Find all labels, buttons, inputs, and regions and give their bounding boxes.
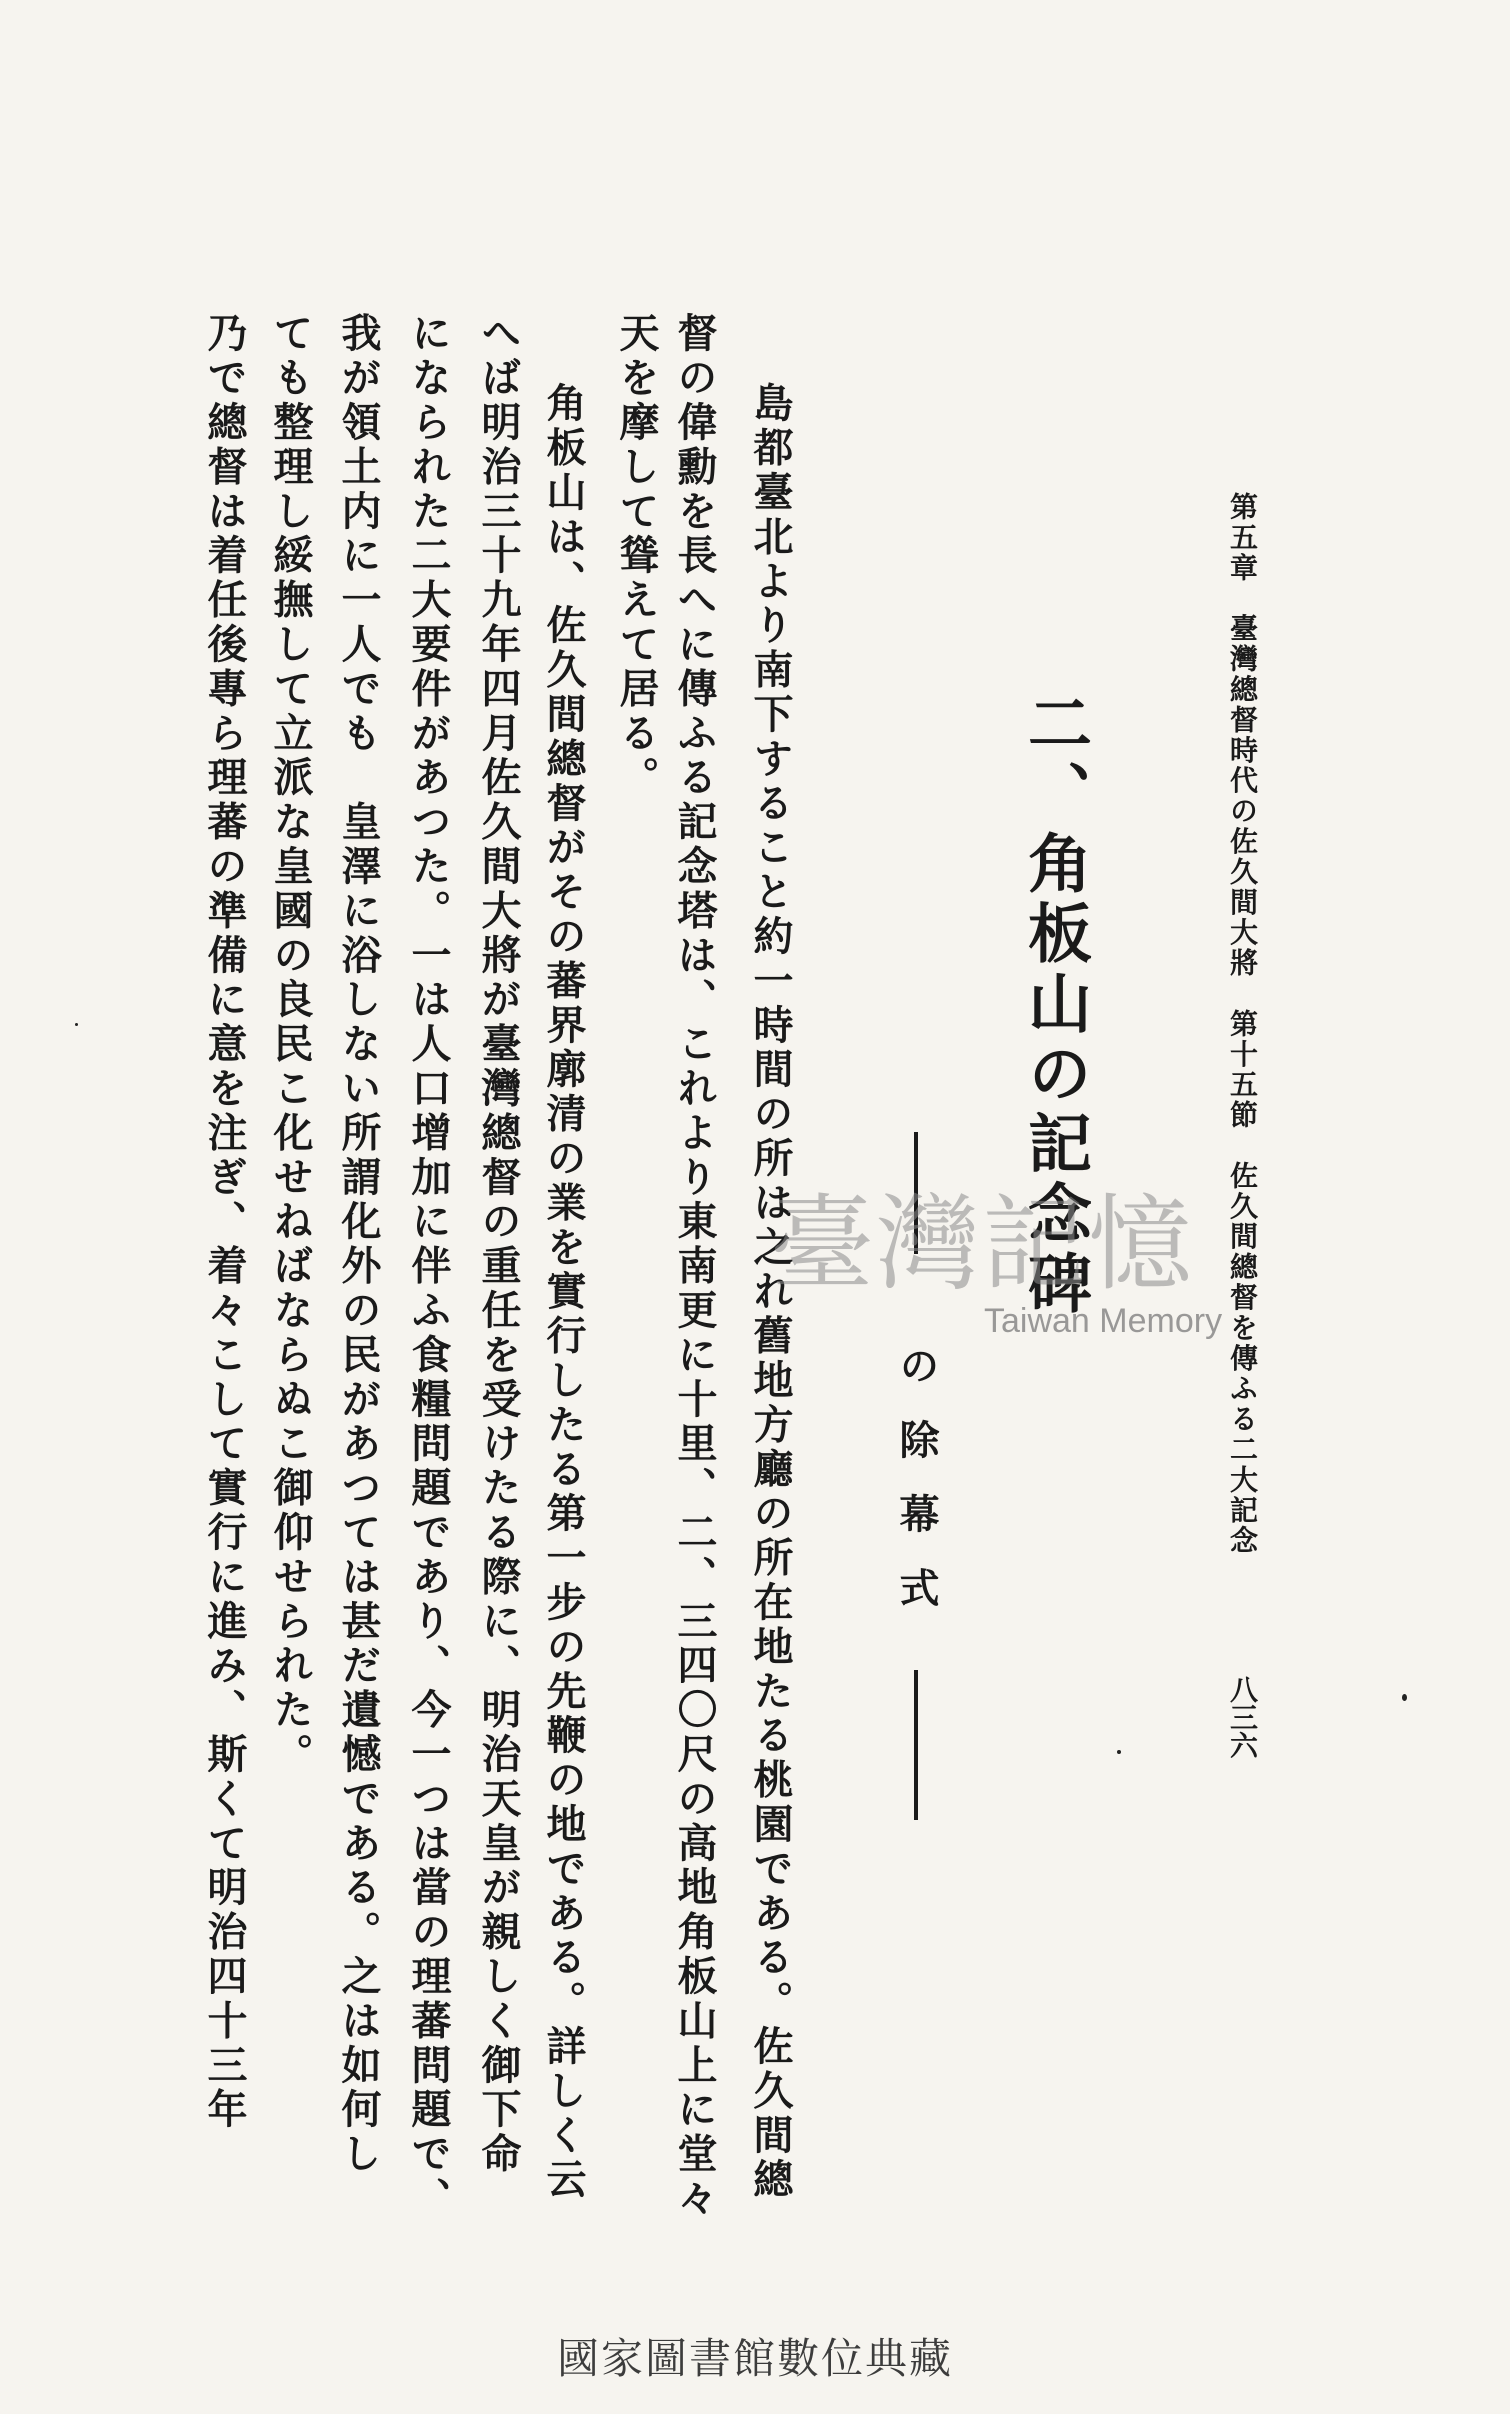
subtitle-dash-top <box>914 1132 918 1254</box>
footer-collection-label: 國家圖書館數位典藏 <box>556 2334 953 2383</box>
body-column-3: 天を摩して聳えて居る。 <box>613 312 660 801</box>
body-column-6: になられた二大要件があつた。一は人口增加に伴ふ食糧問題であり、今一つは當の理蕃問題で、 <box>405 312 452 2222</box>
body-column-8: ても整理し綏撫して立派な皇國の良民こ化せねばならぬこ御仰せられた。 <box>267 312 314 1778</box>
scan-speck <box>1117 1750 1121 1754</box>
running-header: 第五章 臺灣總督時代の佐久間大將 第十五節 佐久間總督を傳ふる二大記念 <box>1226 492 1259 1556</box>
body-column-1: 島都臺北より南下すること約一時間の所は之れ舊地方廳の所在地たる桃園である。佐久間總 <box>747 382 794 2203</box>
body-column-9: 乃で總督は着任後專ら理蕃の準備に意を注ぎ、着々こして實行に進み、斯くて明治四十三年 <box>201 312 248 2133</box>
watermark-logo-text: 臺灣記憶 <box>770 1183 1195 1305</box>
section-subtitle: の除幕式 <box>893 1345 940 1641</box>
page-number: 八三六 <box>1226 1675 1259 1759</box>
body-column-4: 角板山は、佐久間總督がその蕃界廓清の業を實行したる第一步の先鞭の地である。詳しく云 <box>540 382 587 2203</box>
watermark-caption: Taiwan Memory <box>984 1302 1223 1340</box>
section-title: 二、角板山の記念碑 <box>1017 690 1092 1320</box>
scan-speck <box>75 1023 78 1026</box>
subtitle-dash-bottom <box>914 1670 918 1820</box>
scan-speck <box>1402 1694 1407 1701</box>
body-column-7: 我が領土内に一人でも 皇澤に浴しない所謂化外の民があつては甚だ遺憾である。之は如何し <box>335 312 382 2177</box>
body-column-2: 督の偉勳を長へに傳ふる記念塔は、これより東南更に十里、二、三四〇尺の高地角板山上に堂々 <box>671 312 718 2222</box>
body-column-5: へば明治三十九年四月佐久間大將が臺灣總督の重任を受けたる際に、明治天皇が親しく御下命 <box>475 312 522 2177</box>
